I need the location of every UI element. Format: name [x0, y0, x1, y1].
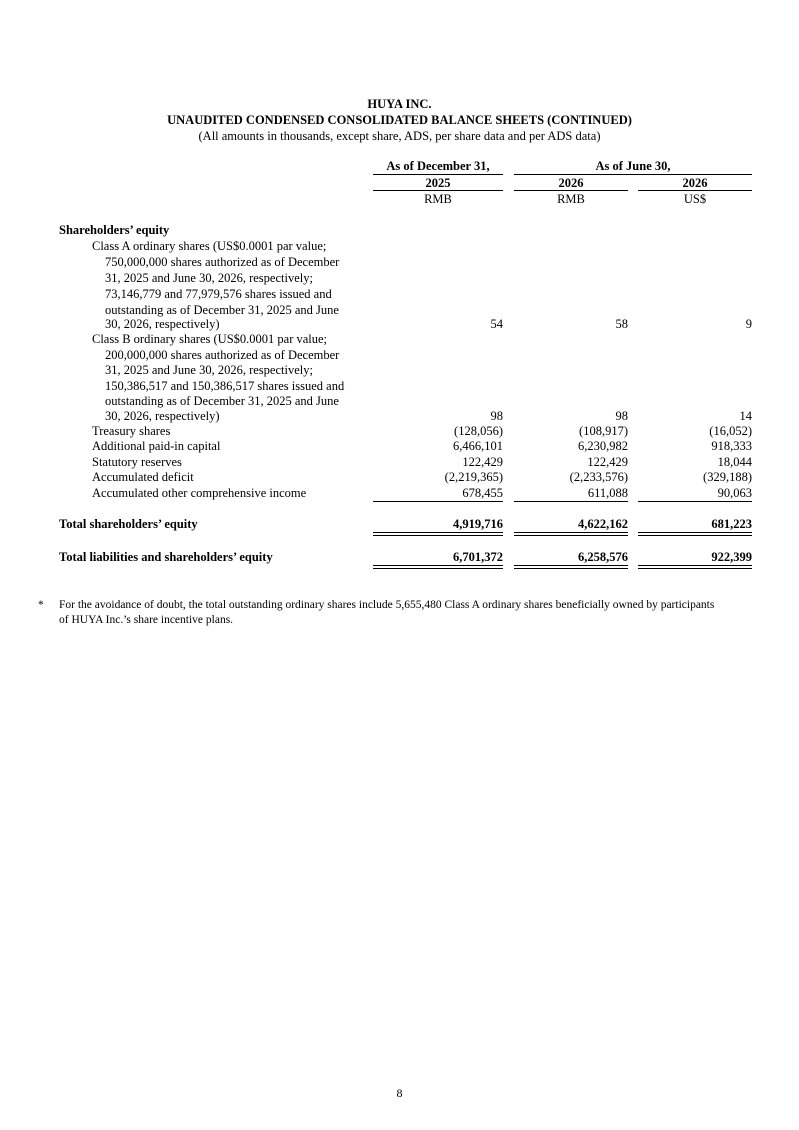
double-rule — [514, 565, 628, 569]
row-value: (2,233,576) — [569, 470, 628, 484]
row-label-treasury-shares: Treasury shares — [92, 424, 171, 438]
double-rule — [638, 532, 752, 536]
row-value: (108,917) — [579, 424, 628, 438]
row-value: (2,219,365) — [444, 470, 503, 484]
row-value: 678,455 — [462, 486, 503, 500]
total-value: 4,919,716 — [453, 517, 503, 531]
row-value: (16,052) — [709, 424, 752, 438]
total-value: 6,258,576 — [578, 550, 628, 564]
subtotal-rule — [373, 501, 503, 502]
class-b-value: 98 — [490, 409, 503, 423]
column-group-december: As of December 31, — [386, 159, 490, 173]
row-value: 122,429 — [462, 455, 503, 469]
company-name: HUYA INC. — [367, 97, 432, 111]
column-year: 2025 — [425, 176, 451, 190]
double-rule — [514, 532, 628, 536]
class-a-label: Class A ordinary shares (US$0.0001 par value; — [92, 239, 327, 253]
class-a-value: 54 — [490, 317, 503, 331]
row-value: 6,466,101 — [453, 439, 503, 453]
row-value: 611,088 — [587, 486, 628, 500]
column-year: 2026 — [682, 176, 708, 190]
class-b-label: 150,386,517 and 150,386,517 shares issued and — [105, 379, 345, 393]
total-shareholders-equity-label: Total shareholders’ equity — [59, 517, 198, 531]
column-year: 2026 — [558, 176, 584, 190]
footnote-text: For the avoidance of doubt, the total outstanding ordinary shares include 5,655,480 Class A ordinary shares beneficially owned by participants — [59, 599, 715, 611]
footnote-text: of HUYA Inc.’s share incentive plans. — [59, 614, 234, 626]
total-value: 4,622,162 — [578, 517, 628, 531]
total-value: 922,399 — [711, 550, 752, 564]
total-liabilities-equity-label: Total liabilities and shareholders’ equity — [59, 550, 273, 564]
class-a-label: 30, 2026, respectively) — [105, 317, 220, 331]
column-group-june: As of June 30, — [595, 159, 671, 173]
class-a-label: 31, 2025 and June 30, 2026, respectively; — [105, 271, 313, 285]
class-a-label: 73,146,779 and 77,979,576 shares issued and — [105, 287, 332, 301]
double-rule — [373, 532, 503, 536]
row-value: (128,056) — [454, 424, 503, 438]
class-a-label: 750,000,000 shares authorized as of December — [105, 255, 340, 269]
row-value: 18,044 — [717, 455, 752, 469]
total-value: 681,223 — [711, 517, 752, 531]
footnote-marker: * — [38, 599, 44, 611]
row-value: 6,230,982 — [578, 439, 628, 453]
row-label-additional-paid-in-capital: Additional paid-in capital — [92, 439, 221, 453]
class-b-label: 31, 2025 and June 30, 2026, respectively; — [105, 363, 313, 377]
row-label-accumulated-deficit: Accumulated deficit — [92, 470, 194, 484]
row-value: 122,429 — [587, 455, 628, 469]
section-heading: Shareholders’ equity — [59, 223, 170, 237]
class-b-value: 98 — [615, 409, 628, 423]
class-a-value: 9 — [745, 317, 752, 331]
total-value: 6,701,372 — [453, 550, 503, 564]
double-rule — [373, 565, 503, 569]
subtotal-rule — [638, 501, 752, 502]
class-b-label: 200,000,000 shares authorized as of December — [105, 348, 340, 362]
class-b-label: 30, 2026, respectively) — [105, 409, 220, 423]
subtotal-rule — [514, 501, 628, 502]
row-label-statutory-reserves: Statutory reserves — [92, 455, 182, 469]
double-rule — [638, 565, 752, 569]
class-a-label: outstanding as of December 31, 2025 and June — [105, 303, 339, 317]
row-value: 918,333 — [711, 439, 752, 453]
row-value: (329,188) — [703, 470, 752, 484]
column-currency: RMB — [557, 192, 585, 206]
class-b-value: 14 — [739, 409, 752, 423]
column-currency: RMB — [424, 192, 452, 206]
row-label-accumulated-oci: Accumulated other comprehensive income — [92, 486, 307, 500]
row-value: 90,063 — [717, 486, 752, 500]
statement-title: UNAUDITED CONDENSED CONSOLIDATED BALANCE SHEETS (CONTINUED) — [167, 113, 632, 127]
column-currency: US$ — [683, 192, 707, 206]
statement-subtitle: (All amounts in thousands, except share, ADS, per share data and per ADS data) — [198, 129, 601, 143]
class-b-label: Class B ordinary shares (US$0.0001 par value; — [92, 332, 328, 346]
class-b-label: outstanding as of December 31, 2025 and June — [105, 394, 339, 408]
page-number: 8 — [396, 1086, 403, 1100]
class-a-value: 58 — [615, 317, 628, 331]
